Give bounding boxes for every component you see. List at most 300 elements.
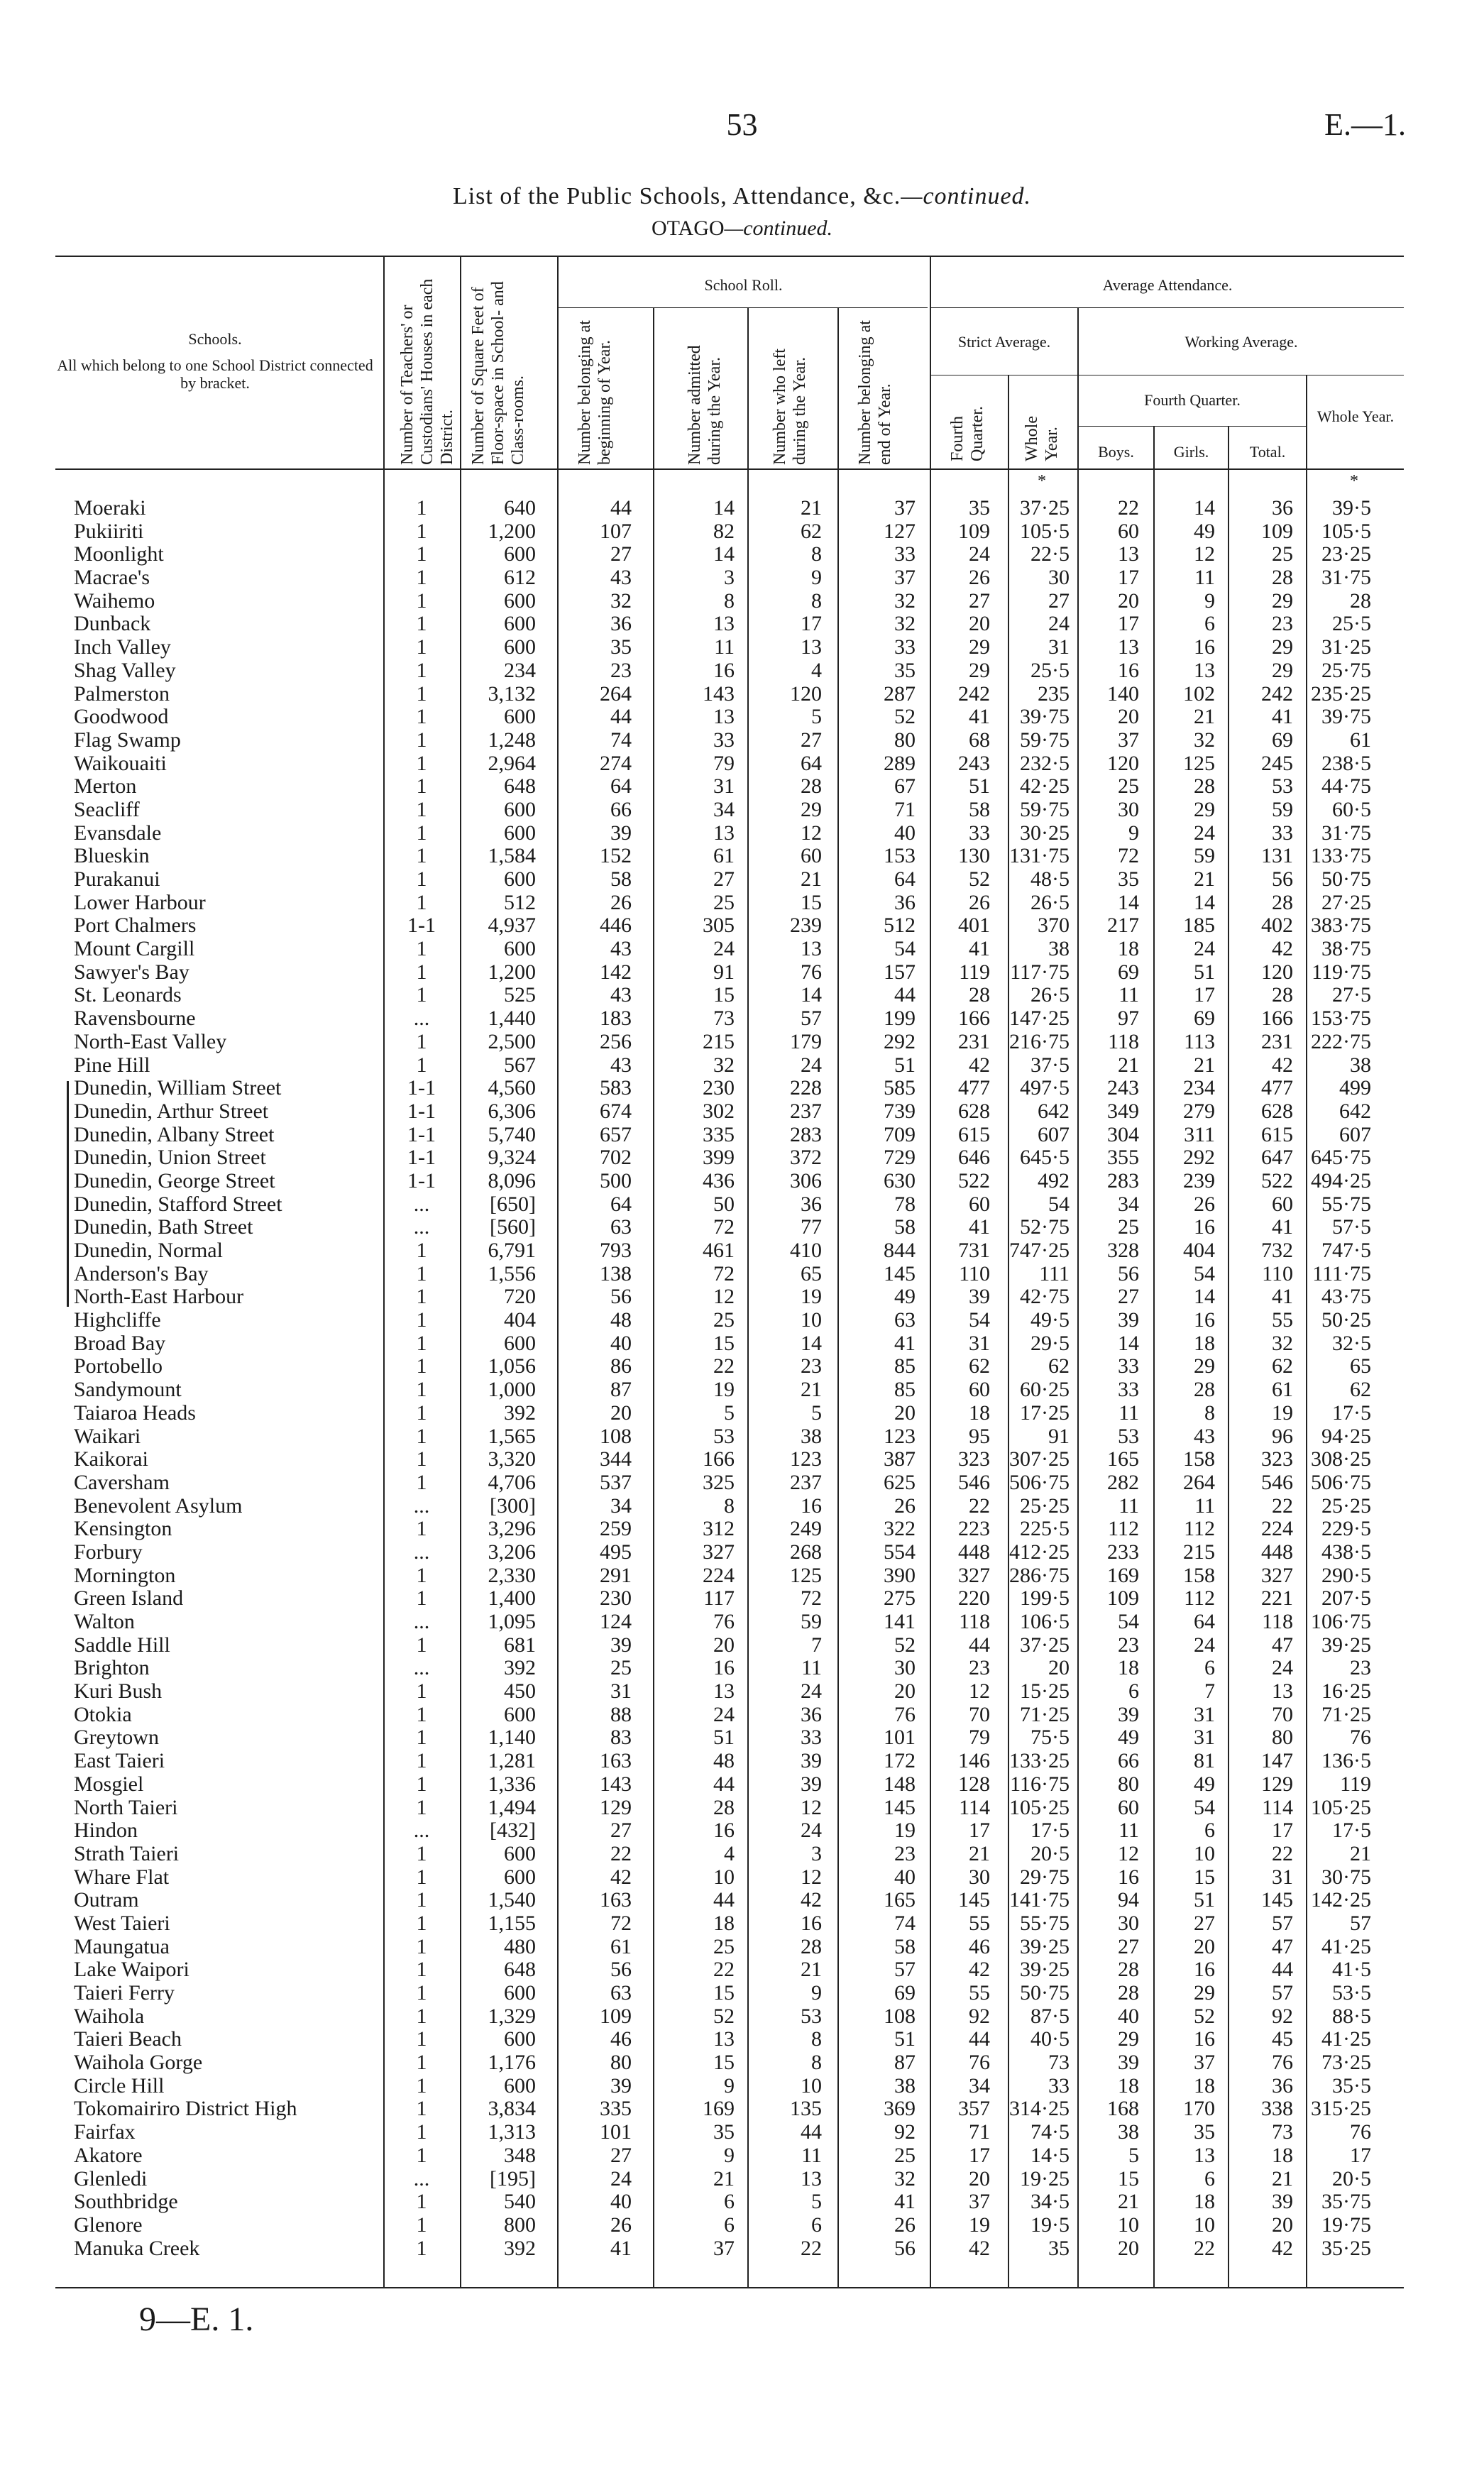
- table-cell: 20: [610, 1400, 632, 1425]
- table-cell: 8: [811, 542, 822, 566]
- table-cell: 50·25: [1321, 1308, 1371, 1332]
- table-cell: 78: [894, 1192, 916, 1216]
- table-cell: 41: [610, 2236, 632, 2260]
- table-cell: 37: [713, 2236, 735, 2260]
- table-row: [0, 2144, 1484, 2168]
- table-cell: 39: [801, 1749, 822, 1773]
- table-cell: 24: [801, 1053, 822, 1077]
- table-cell: 25: [1272, 542, 1293, 566]
- table-cell: 52: [1194, 2004, 1215, 2028]
- table-cell: 9: [1204, 588, 1215, 613]
- table-cell: 30: [1048, 566, 1070, 590]
- table-cell: 40: [894, 1865, 916, 1889]
- table-cell: 607: [1038, 1122, 1070, 1146]
- table-cell: 17: [801, 612, 822, 636]
- table-cell: 42: [1272, 1053, 1293, 1077]
- table-cell: 235·25: [1311, 681, 1371, 706]
- table-cell: 62: [801, 519, 822, 543]
- table-cell: 348: [504, 2143, 536, 2167]
- table-cell: 166: [958, 1007, 990, 1031]
- school-name: Dunedin, Arthur Street: [74, 1099, 269, 1123]
- table-cell: 41·25: [1321, 1934, 1371, 1958]
- attendance-rule: [931, 307, 1404, 308]
- table-cell: 25·75: [1321, 658, 1371, 682]
- table-cell: 512: [504, 890, 536, 914]
- table-cell: 27·5: [1332, 983, 1371, 1007]
- table-cell: 625: [884, 1470, 916, 1494]
- table-cell: 292: [884, 1029, 916, 1053]
- table-cell: 290·5: [1321, 1563, 1371, 1587]
- school-name: Dunedin, William Street: [74, 1076, 282, 1100]
- table-row: [0, 1889, 1484, 1912]
- table-cell: 120: [790, 681, 822, 706]
- table-cell: 48·5: [1030, 867, 1070, 891]
- girls-header: Girls.: [1173, 443, 1209, 461]
- school-name: Shag Valley: [74, 658, 176, 682]
- school-name: Kuri Bush: [74, 1679, 163, 1704]
- table-cell: 37: [969, 2190, 990, 2214]
- table-cell: 58: [894, 1215, 916, 1239]
- table-cell: 28: [1118, 1981, 1139, 2005]
- table-cell: 1,565: [488, 1424, 536, 1448]
- school-table-body: [0, 497, 1484, 2260]
- table-cell: 22: [1272, 1493, 1293, 1518]
- table-cell: 640: [504, 496, 536, 520]
- table-cell: 29·5: [1030, 1331, 1070, 1355]
- table-cell: 36: [1272, 2073, 1293, 2098]
- table-cell: 600: [504, 612, 536, 636]
- table-cell: 140: [1107, 681, 1139, 706]
- table-cell: 642: [1038, 1099, 1070, 1123]
- table-cell: 120: [1261, 960, 1293, 984]
- table-cell: 1: [416, 681, 427, 706]
- table-cell: 34·5: [1030, 2190, 1070, 2214]
- table-cell: 57: [801, 1007, 822, 1031]
- table-cell: 38: [1118, 2120, 1139, 2144]
- table-cell: 8: [811, 2027, 822, 2051]
- table-cell: 117·75: [1010, 960, 1070, 984]
- table-cell: 1: [416, 1865, 427, 1889]
- table-cell: 243: [1107, 1076, 1139, 1100]
- table-cell: 42: [1272, 2236, 1293, 2260]
- table-cell: 111: [1039, 1261, 1070, 1285]
- table-row: [0, 775, 1484, 799]
- table-cell: 91: [713, 960, 735, 984]
- table-cell: 80: [610, 2051, 632, 2075]
- table-cell: 112: [1108, 1517, 1139, 1541]
- table-cell: 327: [703, 1540, 735, 1564]
- table-cell: 25: [894, 2143, 916, 2167]
- table-cell: 3: [724, 566, 735, 590]
- table-cell: 34: [969, 2073, 990, 2098]
- table-row: [0, 1704, 1484, 1727]
- table-cell: 30: [1118, 797, 1139, 821]
- table-cell: 15·25: [1020, 1679, 1070, 1704]
- table-cell: 118: [1108, 1029, 1139, 1053]
- table-cell: 28: [1194, 1378, 1215, 1402]
- table-row: [0, 1448, 1484, 1471]
- table-cell: 183: [600, 1007, 632, 1031]
- table-cell: [432]: [490, 1819, 536, 1843]
- table-cell: 369: [884, 2097, 916, 2121]
- table-cell: 477: [958, 1076, 990, 1100]
- table-cell: 52: [713, 2004, 735, 2028]
- table-cell: 14: [1118, 1331, 1139, 1355]
- table-cell: 65: [801, 1261, 822, 1285]
- table-cell: 59: [1194, 844, 1215, 868]
- table-cell: 76: [1350, 2120, 1371, 2144]
- table-cell: 1: [416, 1911, 427, 1935]
- table-cell: 49: [1118, 1726, 1139, 1750]
- table-cell: 33: [1118, 1354, 1139, 1378]
- table-cell: 23: [969, 1656, 990, 1680]
- table-cell: 642: [1339, 1099, 1371, 1123]
- table-cell: 1-1: [407, 1122, 436, 1146]
- table-cell: 56: [1272, 867, 1293, 891]
- table-cell: 43: [610, 566, 632, 590]
- table-cell: 19: [894, 1819, 916, 1843]
- school-name: Strath Taieri: [74, 1841, 180, 1865]
- table-cell: 11: [1119, 1819, 1139, 1843]
- table-cell: 179: [790, 1029, 822, 1053]
- table-row: [0, 1007, 1484, 1031]
- table-cell: 68: [969, 728, 990, 752]
- table-cell: 60: [1272, 1192, 1293, 1216]
- table-cell: 1: [416, 983, 427, 1007]
- table-cell: 18: [1118, 2073, 1139, 2098]
- table-cell: 8: [811, 2051, 822, 2075]
- table-cell: 1: [416, 1308, 427, 1332]
- table-row: [0, 1773, 1484, 1797]
- table-cell: 291: [600, 1563, 632, 1587]
- table-row: [0, 729, 1484, 752]
- table-cell: 54: [894, 937, 916, 961]
- table-cell: 146: [958, 1749, 990, 1773]
- table-cell: 51: [1194, 1888, 1215, 1912]
- star-mark: *: [1038, 472, 1046, 490]
- table-cell: 145: [958, 1888, 990, 1912]
- table-cell: 64: [801, 751, 822, 775]
- table-cell: 85: [894, 1378, 916, 1402]
- table-cell: 3,206: [488, 1540, 536, 1564]
- table-cell: 1,329: [488, 2004, 536, 2028]
- table-cell: 327: [958, 1563, 990, 1587]
- table-row: [0, 1193, 1484, 1217]
- table-cell: 36: [1272, 496, 1293, 520]
- table-row: [0, 1587, 1484, 1611]
- table-cell: 11: [801, 1656, 822, 1680]
- table-cell: 42: [801, 1888, 822, 1912]
- table-cell: 349: [1107, 1099, 1139, 1123]
- table-cell: 41: [969, 1215, 990, 1239]
- fourth-quarter-header: Fourth Quarter.: [1144, 391, 1241, 409]
- table-cell: 14·5: [1030, 2143, 1070, 2167]
- table-cell: 245: [1261, 751, 1293, 775]
- table-cell: 145: [884, 1261, 916, 1285]
- table-cell: 125: [1183, 751, 1215, 775]
- table-cell: 39·25: [1321, 1633, 1371, 1657]
- table-row: [0, 2098, 1484, 2121]
- table-cell: 64: [1194, 1610, 1215, 1633]
- table-cell: 674: [600, 1099, 632, 1123]
- table-cell: 38: [1350, 1053, 1371, 1077]
- table-cell: 59·75: [1020, 728, 1070, 752]
- table-cell: 55: [1272, 1308, 1293, 1332]
- table-row: [0, 1402, 1484, 1425]
- table-cell: 106·5: [1020, 1610, 1070, 1633]
- table-row: [0, 2121, 1484, 2144]
- table-cell: 58: [969, 797, 990, 821]
- table-cell: 1: [416, 1261, 427, 1285]
- table-row: [0, 868, 1484, 892]
- table-cell: 44: [969, 2027, 990, 2051]
- table-cell: 53·5: [1332, 1981, 1371, 2005]
- table-cell: 57: [1272, 1981, 1293, 2005]
- school-name: Lower Harbour: [74, 890, 206, 914]
- table-cell: 123: [790, 1447, 822, 1471]
- school-name: Saddle Hill: [74, 1633, 170, 1657]
- table-cell: 325: [703, 1470, 735, 1494]
- table-cell: 230: [600, 1586, 632, 1611]
- table-cell: 495: [600, 1540, 632, 1564]
- table-cell: 114: [1262, 1795, 1293, 1819]
- table-cell: 120: [1107, 751, 1139, 775]
- table-cell: 480: [504, 1934, 536, 1958]
- table-cell: 109: [958, 519, 990, 543]
- table-cell: 16: [1194, 2027, 1215, 2051]
- table-cell: 62: [1350, 1378, 1371, 1402]
- table-cell: 1: [416, 2027, 427, 2051]
- school-name: Hindon: [74, 1819, 138, 1843]
- table-cell: 21: [1118, 2190, 1139, 2214]
- table-cell: 41: [894, 1331, 916, 1355]
- table-cell: 43: [610, 1053, 632, 1077]
- table-cell: 307·25: [1009, 1447, 1070, 1471]
- table-cell: 1: [416, 2004, 427, 2028]
- table-row: [0, 1263, 1484, 1286]
- table-cell: 142: [600, 960, 632, 984]
- table-cell: 55: [969, 1911, 990, 1935]
- table-cell: 43: [610, 937, 632, 961]
- table-row: [0, 1285, 1484, 1309]
- table-cell: 1,248: [488, 728, 536, 752]
- table-cell: 249: [790, 1517, 822, 1541]
- table-cell: 27: [1118, 1285, 1139, 1309]
- table-cell: 35: [969, 496, 990, 520]
- table-cell: 27: [713, 867, 735, 891]
- table-cell: 600: [504, 937, 536, 961]
- table-cell: 57: [1272, 1911, 1293, 1935]
- table-cell: 225·5: [1020, 1517, 1070, 1541]
- table-cell: 25: [1118, 1215, 1139, 1239]
- table-cell: 289: [884, 751, 916, 775]
- table-cell: 109: [600, 2004, 632, 2028]
- table-cell: 128: [958, 1772, 990, 1796]
- floor-space-header: Number of Square Feet of Floor-space in School- and Class-rooms.: [469, 281, 527, 465]
- table-cell: 71: [969, 2120, 990, 2144]
- table-cell: 148: [884, 1772, 916, 1796]
- table-cell: 38: [894, 2073, 916, 2098]
- table-cell: 1,556: [488, 1261, 536, 1285]
- table-cell: 1: [416, 1702, 427, 1726]
- table-cell: 22: [713, 1958, 735, 1982]
- table-cell: 129: [1261, 1772, 1293, 1796]
- table-cell: 64: [610, 774, 632, 799]
- table-row: [0, 613, 1484, 636]
- table-cell: 69: [1118, 960, 1139, 984]
- table-row: [0, 1146, 1484, 1170]
- table-cell: 24: [969, 542, 990, 566]
- table-cell: 21: [801, 496, 822, 520]
- table-cell: 720: [504, 1285, 536, 1309]
- table-cell: 709: [884, 1122, 916, 1146]
- table-cell: 57: [894, 1958, 916, 1982]
- table-cell: 29: [1272, 658, 1293, 682]
- school-name: Forbury: [74, 1540, 143, 1564]
- table-cell: 14: [1194, 890, 1215, 914]
- table-cell: 1-1: [407, 1168, 436, 1192]
- table-cell: 170: [1183, 2097, 1215, 2121]
- table-cell: 95: [969, 1424, 990, 1448]
- table-cell: 28: [1272, 983, 1293, 1007]
- roll-begin-header: Number belonging at beginning of Year.: [576, 320, 614, 465]
- table-cell: 3,132: [488, 681, 536, 706]
- table-cell: 59·75: [1020, 797, 1070, 821]
- table-cell: 48: [610, 1308, 632, 1332]
- table-cell: 229·5: [1321, 1517, 1371, 1541]
- table-cell: 16: [801, 1493, 822, 1518]
- school-name: Whare Flat: [74, 1865, 170, 1889]
- table-cell: 39: [1272, 2190, 1293, 2214]
- table-cell: 20: [969, 2166, 990, 2190]
- table-cell: 135: [790, 2097, 822, 2121]
- school-name: Merton: [74, 774, 137, 799]
- table-cell: ...: [413, 1007, 430, 1031]
- table-cell: 228: [790, 1076, 822, 1100]
- table-cell: 20: [1118, 705, 1139, 729]
- school-name: Tokomairiro District High: [74, 2097, 297, 2121]
- table-cell: 600: [504, 705, 536, 729]
- table-cell: 450: [504, 1679, 536, 1704]
- table-cell: 23·25: [1321, 542, 1371, 566]
- table-cell: [195]: [490, 2166, 536, 2190]
- table-cell: 17: [969, 2143, 990, 2167]
- table-cell: 145: [1261, 1888, 1293, 1912]
- table-cell: 39·25: [1020, 1958, 1070, 1982]
- table-cell: 87·5: [1030, 2004, 1070, 2028]
- table-cell: 87: [894, 2051, 916, 2075]
- table-cell: 27: [1118, 1934, 1139, 1958]
- table-cell: 26: [610, 2212, 632, 2237]
- table-cell: 56: [894, 2236, 916, 2260]
- table-cell: 22: [1272, 1841, 1293, 1865]
- table-cell: 56: [1118, 1261, 1139, 1285]
- roll-admitted-header: Number admitted during the Year.: [686, 345, 724, 465]
- table-cell: 1: [416, 1563, 427, 1587]
- table-cell: 21: [1194, 705, 1215, 729]
- table-cell: 31: [1048, 635, 1070, 659]
- table-cell: 600: [504, 635, 536, 659]
- table-cell: 26: [894, 2212, 916, 2237]
- table-cell: 67: [894, 774, 916, 799]
- table-cell: 46: [610, 2027, 632, 2051]
- table-cell: 264: [1183, 1470, 1215, 1494]
- school-name: Maungatua: [74, 1934, 170, 1958]
- table-cell: 600: [504, 1331, 536, 1355]
- table-cell: 1: [416, 797, 427, 821]
- table-cell: 19·25: [1020, 2166, 1070, 2190]
- table-cell: 44: [713, 1772, 735, 1796]
- table-cell: 20: [1118, 588, 1139, 613]
- school-name: Dunedin, Union Street: [74, 1146, 266, 1170]
- table-cell: 9,324: [488, 1146, 536, 1170]
- table-cell: 1: [416, 821, 427, 845]
- table-cell: 17: [1272, 1819, 1293, 1843]
- table-cell: 1: [416, 1679, 427, 1704]
- table-cell: 44: [610, 496, 632, 520]
- table-cell: 11: [1119, 983, 1139, 1007]
- table-cell: 1: [416, 1378, 427, 1402]
- table-cell: 133·25: [1009, 1749, 1070, 1773]
- table-cell: 1: [416, 1958, 427, 1982]
- table-cell: 119: [959, 960, 990, 984]
- table-cell: 66: [1118, 1749, 1139, 1773]
- table-cell: 82: [713, 519, 735, 543]
- table-cell: 37: [894, 566, 916, 590]
- table-cell: 230: [703, 1076, 735, 1100]
- table-cell: 522: [1261, 1168, 1293, 1192]
- table-cell: 311: [1184, 1122, 1215, 1146]
- school-name: Evansdale: [74, 821, 162, 845]
- table-cell: 9: [1128, 821, 1139, 845]
- table-cell: 22: [801, 2236, 822, 2260]
- table-cell: 60: [1118, 1795, 1139, 1819]
- table-cell: 16: [1118, 1865, 1139, 1889]
- table-row: [0, 984, 1484, 1007]
- table-cell: 147·25: [1009, 1007, 1070, 1031]
- whole-year-strict-header: Whole Year.: [1023, 416, 1061, 461]
- table-cell: 39: [801, 1772, 822, 1796]
- table-cell: 600: [504, 542, 536, 566]
- table-cell: 16: [1194, 1215, 1215, 1239]
- school-name: Palmerston: [74, 681, 170, 706]
- table-row: [0, 1054, 1484, 1078]
- table-cell: 69: [1272, 728, 1293, 752]
- table-cell: 702: [600, 1146, 632, 1170]
- table-cell: 1,440: [488, 1007, 536, 1031]
- table-row: [0, 799, 1484, 822]
- table-cell: 54: [1194, 1795, 1215, 1819]
- table-cell: 62: [969, 1354, 990, 1378]
- table-cell: 1: [416, 2236, 427, 2260]
- table-cell: 15: [713, 983, 735, 1007]
- table-cell: 731: [958, 1239, 990, 1262]
- school-name: Waihemo: [74, 588, 155, 613]
- table-cell: 42: [969, 1053, 990, 1077]
- school-name: North-East Valley: [74, 1029, 227, 1053]
- school-name: Highcliffe: [74, 1308, 161, 1332]
- table-cell: 732: [1261, 1239, 1293, 1262]
- table-cell: 38: [801, 1424, 822, 1448]
- table-cell: 242: [1261, 681, 1293, 706]
- table-cell: 283: [790, 1122, 822, 1146]
- table-cell: 41: [894, 2190, 916, 2214]
- table-cell: 6: [1128, 1679, 1139, 1704]
- table-cell: 43: [610, 983, 632, 1007]
- table-cell: 12: [969, 1679, 990, 1704]
- table-cell: 448: [958, 1540, 990, 1564]
- table-cell: 17·5: [1030, 1819, 1070, 1843]
